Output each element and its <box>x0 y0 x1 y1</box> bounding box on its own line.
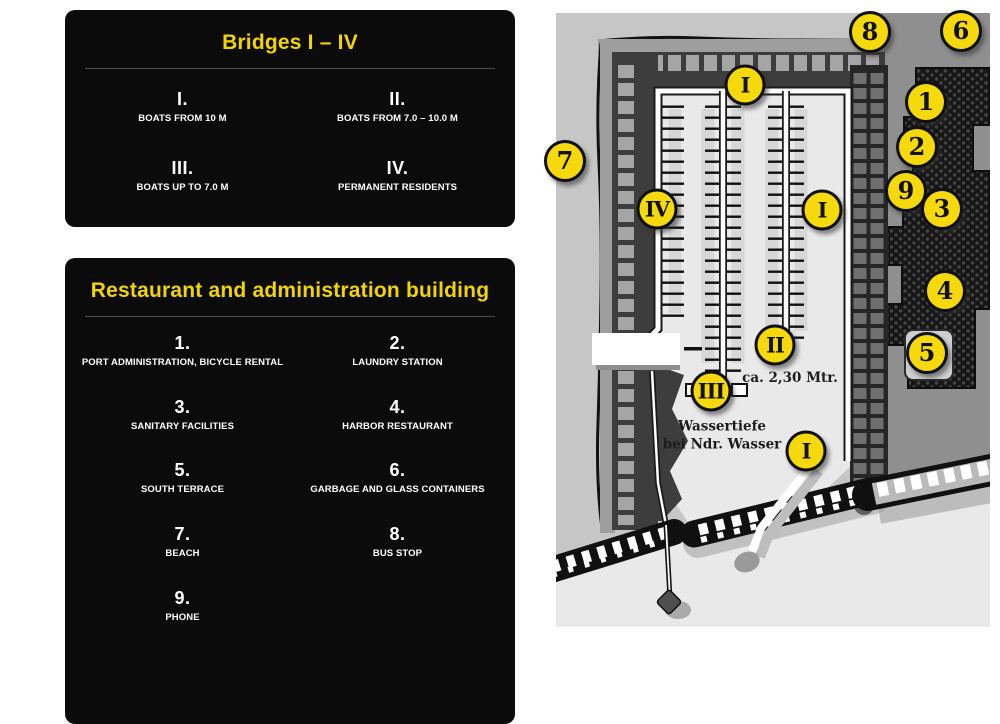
map-marker-8 <box>849 11 891 53</box>
bridges-legend-item-i <box>75 90 290 127</box>
map-marker-7 <box>544 140 586 182</box>
map-marker-6 <box>940 10 982 52</box>
marker-label: I <box>740 72 750 98</box>
map-marker-i <box>786 431 827 472</box>
legend-item-number: 7. <box>174 524 191 545</box>
legend-item-label: SOUTH TERRACE <box>140 484 225 496</box>
marker-label: 2 <box>908 132 926 161</box>
water-depth-note-line1: Wassertiefe <box>677 418 766 435</box>
map-marker-3 <box>921 188 963 230</box>
legend-item-label: SANITARY FACILITIES <box>130 420 235 432</box>
facilities-legend-item-8 <box>290 525 505 562</box>
legend-item-number: 3. <box>174 396 191 417</box>
map-marker-1 <box>905 81 947 123</box>
water-depth-note <box>663 418 782 453</box>
legend-item-number: 4. <box>389 396 406 417</box>
legend-item-number: I. <box>176 89 188 109</box>
map-marker-4 <box>924 270 966 312</box>
map-marker-5 <box>906 332 948 374</box>
marker-label: 7 <box>556 146 574 175</box>
bridges-legend-grid <box>65 69 515 195</box>
water-depth-note-line2: bei Ndr. Wasser <box>662 436 782 452</box>
legend-item-label: BUS STOP <box>372 548 423 560</box>
marker-label: 6 <box>952 16 970 45</box>
facilities-legend-item-5 <box>75 461 290 498</box>
water-depth-label: ca. 2,30 Mtr. <box>742 370 838 387</box>
legend-item-label: BEACH <box>165 548 200 560</box>
legend-item-number: III. <box>171 157 194 178</box>
legend-item-label: BOATS FROM 10 M <box>138 113 227 124</box>
legend-item-label: PHONE <box>165 611 200 623</box>
legend-item-label: PERMANENT RESIDENTS <box>337 181 458 193</box>
marker-label: 9 <box>897 176 915 205</box>
facilities-legend-title: Restaurant and administration building <box>90 279 490 302</box>
legend-item-number: 1. <box>174 333 191 353</box>
legend-item-number: IV. <box>386 157 409 178</box>
bridges-legend-item-ii <box>290 90 505 127</box>
map-marker-i <box>725 65 766 106</box>
legend-item-number: 6. <box>389 460 406 481</box>
legend-item-label: GARBAGE AND GLASS CONTAINERS <box>310 484 485 496</box>
legend-item-number: 5. <box>174 460 191 481</box>
legend-item-label: PORT ADMINISTRATION, BICYCLE RENTAL <box>81 357 284 368</box>
marker-label: I <box>817 197 827 223</box>
marker-label: 1 <box>917 87 935 116</box>
marker-label: IV <box>644 196 670 222</box>
harbor-map <box>556 13 990 627</box>
facilities-legend-item-2 <box>290 334 505 371</box>
legend-item-number: II. <box>389 89 406 109</box>
map-marker-2 <box>896 126 938 168</box>
facilities-legend-grid <box>65 317 515 626</box>
marker-label: III <box>697 378 725 404</box>
facilities-legend-item-3 <box>75 398 290 435</box>
legend-item-number: 8. <box>389 524 406 545</box>
legend-item-label: BOATS FROM 7.0 – 10.0 M <box>337 113 458 124</box>
marker-label: II <box>766 332 784 358</box>
legend-item-number: 9. <box>174 587 191 608</box>
facilities-legend-item-1 <box>75 334 290 371</box>
facilities-legend-item-7 <box>75 525 290 562</box>
legend-item-label: BOATS UP TO 7.0 M <box>136 181 229 193</box>
marker-label: 4 <box>936 276 954 305</box>
legend-item-label: LAUNDRY STATION <box>352 357 443 368</box>
facilities-legend-item-4 <box>290 398 505 435</box>
bridges-legend-panel <box>65 10 515 227</box>
marker-label: I <box>801 438 811 464</box>
facilities-legend-panel <box>65 258 515 724</box>
map-marker-ii <box>755 325 796 366</box>
marker-label: 8 <box>861 17 879 46</box>
marker-label: 5 <box>918 338 936 367</box>
map-marker-iv <box>637 189 678 230</box>
legend-item-number: 2. <box>389 333 406 353</box>
facilities-legend-item-9 <box>75 589 290 626</box>
legend-item-label: HARBOR RESTAURANT <box>342 420 453 432</box>
bridges-legend-item-iv <box>290 159 505 196</box>
marker-label: 3 <box>933 194 951 223</box>
map-marker-i <box>802 190 843 231</box>
map-marker-iii <box>691 371 732 412</box>
bridges-legend-title: Bridges I – IV <box>222 31 358 54</box>
bridges-legend-item-iii <box>75 159 290 196</box>
facilities-legend-item-6 <box>290 461 505 498</box>
